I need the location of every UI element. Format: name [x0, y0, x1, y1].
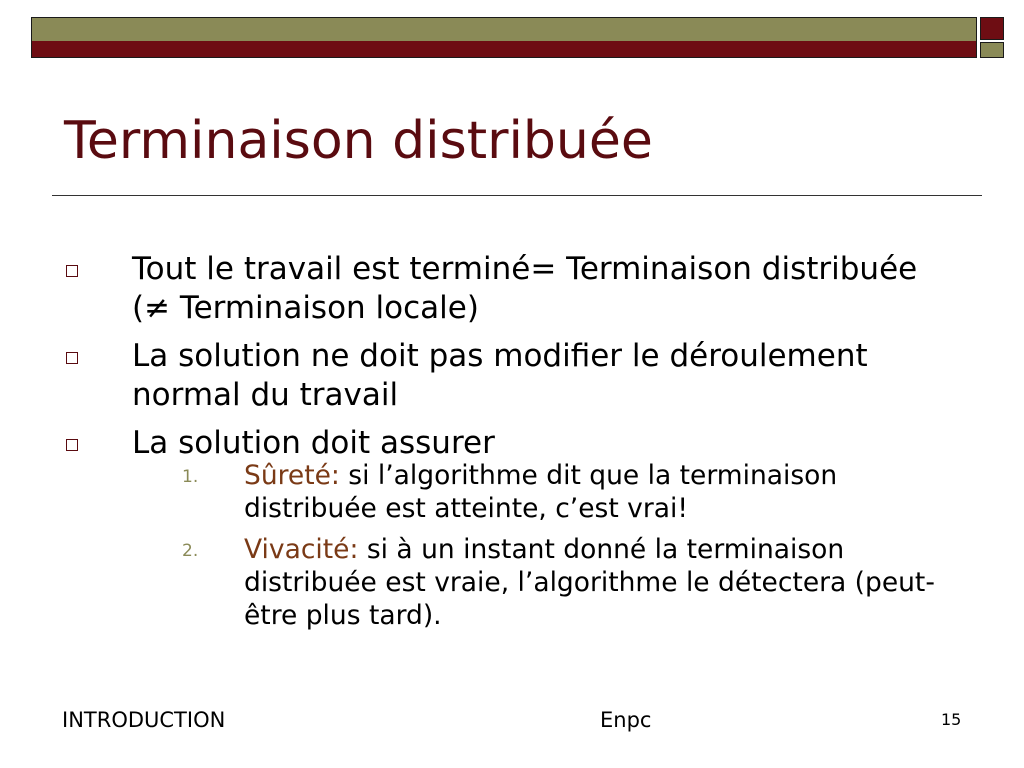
sublist-text: si l’algorithme dit que la terminaison distribuée est atteinte, c’est vrai!	[244, 460, 838, 524]
square-bullet-icon	[66, 352, 78, 364]
sublist-item-vivacite	[132, 533, 944, 632]
header-band-olive-stripe	[32, 18, 976, 41]
corner-square-maroon	[980, 17, 1004, 40]
square-bullet-icon	[66, 265, 78, 277]
slide-title: Terminaison distribuée	[64, 111, 653, 171]
sublist-text: si à un instant donné la terminaison distribuée est vraie, l’algorithme le détectera (peut-être plus tard).	[244, 534, 935, 631]
bullet-item	[64, 337, 944, 415]
bullet-text: La solution doit assurer	[132, 425, 495, 461]
bullet-text: Tout le travail est terminé= Terminaison distribuée (≠ Terminaison locale)	[132, 251, 918, 326]
sublist-item-surete	[132, 459, 944, 525]
corner-square-olive	[980, 42, 1004, 58]
footer-section-label: INTRODUCTION	[62, 708, 226, 732]
bullet-list	[64, 250, 944, 641]
sublist-term: Sûreté:	[244, 460, 340, 491]
sublist-number: 2.	[182, 541, 199, 561]
square-bullet-icon	[66, 439, 78, 451]
bullet-text: La solution ne doit pas modifier le déroulement normal du travail	[132, 338, 868, 413]
sublist-term: Vivacité:	[244, 534, 359, 565]
header-band-maroon-stripe	[32, 41, 976, 58]
title-divider	[52, 195, 982, 196]
bullet-item	[64, 424, 944, 632]
slide-page-number: 15	[941, 710, 962, 729]
footer-organization: Enpc	[600, 708, 652, 732]
bullet-item	[64, 250, 944, 328]
header-band	[31, 17, 977, 58]
numbered-sublist	[132, 459, 944, 632]
sublist-number: 1.	[182, 467, 199, 487]
